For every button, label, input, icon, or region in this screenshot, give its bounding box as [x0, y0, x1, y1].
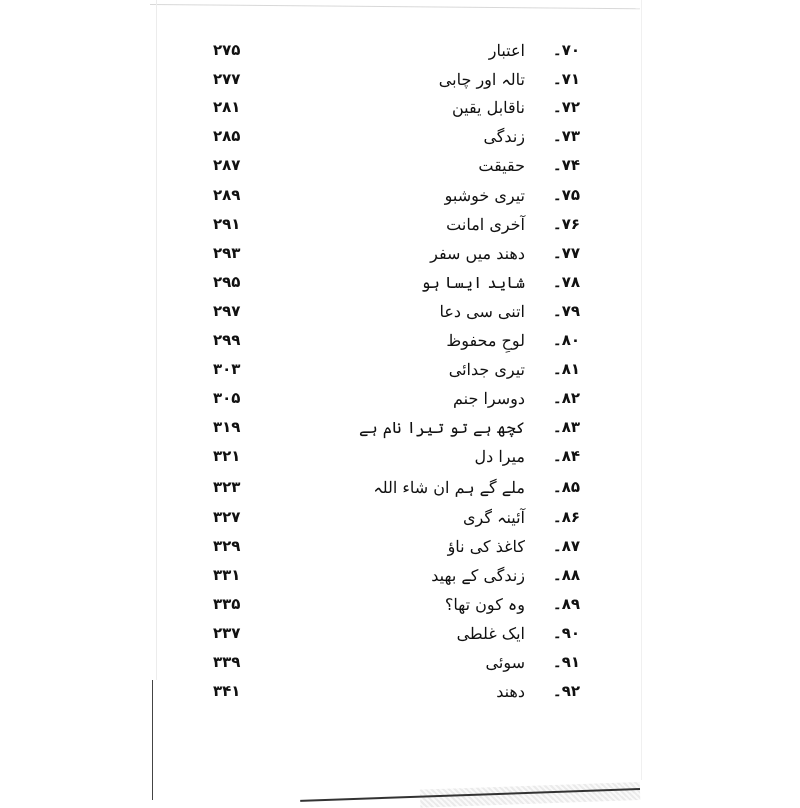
entry-title: کاغذ کی ناؤ: [447, 537, 525, 556]
toc-entry: [0, 186, 800, 212]
entry-number: ۸۱۔: [552, 360, 580, 378]
entry-page: ۲۸۹: [213, 186, 241, 204]
entry-title: سوئی: [485, 653, 525, 672]
entry-page: ۳۲۹: [213, 537, 241, 555]
entry-page: ۲۸۱: [213, 98, 241, 116]
entry-number: ۷۱۔: [552, 70, 580, 88]
entry-number: ۷۹۔: [552, 302, 580, 320]
toc-entry: [0, 244, 800, 270]
entry-page: ۳۲۳: [213, 478, 241, 496]
entry-page: ۲۹۹: [213, 331, 241, 349]
entry-number: ۸۰۔: [552, 331, 580, 349]
toc-entry: [0, 595, 800, 621]
entry-page: ۳۰۵: [213, 389, 241, 407]
toc-entry: [0, 302, 800, 328]
toc-entry: [0, 682, 800, 708]
toc-entry: [0, 478, 800, 504]
entry-number: ۷۶۔: [552, 215, 580, 233]
entry-number: ۹۱۔: [552, 653, 580, 671]
page-edge-top: [150, 4, 640, 9]
entry-number: ۷۸۔: [552, 273, 580, 291]
entry-title: اعتبار: [488, 41, 525, 60]
entry-title: ناقابل یقین: [451, 98, 525, 117]
entry-page: ۲۹۷: [213, 302, 241, 320]
entry-number: ۸۲۔: [552, 389, 580, 407]
toc-entry: [0, 70, 800, 96]
entry-page: ۲۳۷: [213, 624, 241, 642]
entry-page: ۲۸۵: [213, 127, 241, 145]
entry-page: ۳۳۱: [213, 566, 241, 584]
entry-title: ملے گے ہم ان شاء اللہ: [373, 478, 525, 497]
entry-number: ۸۳۔: [552, 418, 580, 436]
entry-title: دھند: [496, 682, 525, 701]
entry-title: تالہ اور چابی: [438, 70, 525, 89]
toc-entry: [0, 566, 800, 592]
entry-page: ۳۳۹: [213, 653, 241, 671]
entry-number: ۷۳۔: [552, 127, 580, 145]
toc-entry: [0, 331, 800, 357]
entry-title: حقیقت: [478, 156, 525, 175]
entry-title: میرا دل: [474, 447, 525, 466]
toc-entry: [0, 127, 800, 153]
toc-entry: [0, 624, 800, 650]
entry-number: ۸۶۔: [552, 508, 580, 526]
entry-number: ۹۰۔: [552, 624, 580, 642]
entry-page: ۳۳۵: [213, 595, 241, 613]
entry-title: تیری جدائی: [448, 360, 525, 379]
entry-number: ۷۴۔: [552, 156, 580, 174]
entry-title: لوحِ محفوظ: [446, 331, 525, 350]
toc-entry: [0, 98, 800, 124]
entry-title: زندگی کے بھید: [431, 566, 525, 585]
entry-page: ۳۰۳: [213, 360, 241, 378]
toc-entry: [0, 537, 800, 563]
toc-entry: [0, 156, 800, 182]
entry-number: ۸۷۔: [552, 537, 580, 555]
entry-number: ۸۴۔: [552, 447, 580, 465]
entry-title: دھند میں سفر: [430, 244, 525, 263]
entry-number: ۸۵۔: [552, 478, 580, 496]
entry-page: ۲۹۱: [213, 215, 241, 233]
entry-number: ۹۲۔: [552, 682, 580, 700]
toc-entry: [0, 508, 800, 534]
toc-entry: [0, 41, 800, 67]
entry-page: ۳۲۷: [213, 508, 241, 526]
entry-page: ۳۲۱: [213, 447, 241, 465]
entry-number: ۸۹۔: [552, 595, 580, 613]
entry-page: ۲۸۷: [213, 156, 241, 174]
toc-entry: [0, 447, 800, 473]
toc-entry: [0, 653, 800, 679]
entry-page: ۲۷۵: [213, 41, 241, 59]
entry-title: تیری خوشبو: [444, 186, 525, 205]
entry-title: وہ کون تھا؟: [444, 595, 525, 614]
entry-title: اتنی سی دعا: [439, 302, 525, 321]
entry-page: ۳۱۹: [213, 418, 241, 436]
entry-number: ۸۸۔: [552, 566, 580, 584]
toc-entry: [0, 418, 800, 444]
toc-entry: [0, 273, 800, 299]
entry-number: ۷۷۔: [552, 244, 580, 262]
entry-title: کچھ ہے تو تیرا نام ہے: [358, 418, 525, 437]
entry-page: ۲۹۳: [213, 244, 241, 262]
toc-entry: [0, 215, 800, 241]
entry-title: دوسرا جنم: [453, 389, 525, 408]
entry-number: ۷۲۔: [552, 98, 580, 116]
entry-title: شاید ایسا ہو: [421, 273, 525, 292]
entry-title: آئینہ گری: [463, 508, 525, 527]
entry-page: ۲۹۵: [213, 273, 241, 291]
entry-number: ۷۵۔: [552, 186, 580, 204]
entry-number: ۷۰۔: [552, 41, 580, 59]
entry-title: زندگی: [483, 127, 525, 146]
toc-entry: [0, 389, 800, 415]
entry-page: ۲۷۷: [213, 70, 241, 88]
entry-page: ۳۴۱: [213, 682, 241, 700]
toc-entry: [0, 360, 800, 386]
entry-title: ایک غلطی: [456, 624, 525, 643]
entry-title: آخری امانت: [446, 215, 525, 234]
